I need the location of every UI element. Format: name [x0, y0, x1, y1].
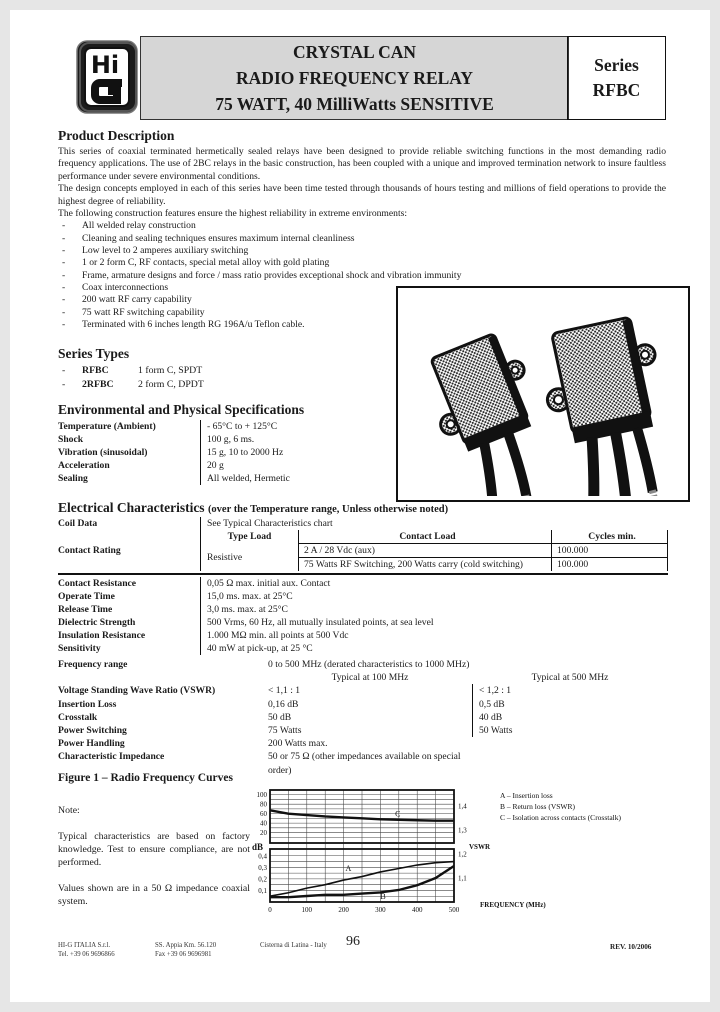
spec-row [58, 629, 668, 642]
col-header-cycles: Cycles min. [551, 530, 667, 544]
figure-note [58, 804, 250, 921]
spec-value: 40 mW at pick-up, at 25 °C [200, 642, 668, 655]
y-tick-vswr: 1,1 [458, 874, 467, 883]
frequency-row-label: Power Switching [58, 725, 127, 737]
db-axis-label: dB [252, 842, 264, 852]
bullet-dash: - [62, 281, 66, 293]
spec-row [58, 603, 668, 616]
contact-rating-table [201, 530, 668, 571]
x-tick: 0 [268, 906, 272, 914]
spec-label: Sensitivity [58, 643, 101, 654]
y-tick-loss: 0,4 [258, 852, 267, 861]
spec-value: 0,05 Ω max. initial aux. Contact [200, 577, 668, 590]
vswr-axis-label: VSWR [469, 843, 491, 851]
spec-label: Shock [58, 434, 84, 445]
y-tick-db: 100 [256, 791, 267, 800]
series-types-section [58, 346, 398, 391]
spec-row [58, 446, 398, 459]
series-label: Series [594, 55, 639, 75]
svg-text:Hi: Hi [90, 51, 120, 79]
frequency-row-label: Characteristic Impedance [58, 751, 165, 763]
x-tick: 400 [411, 906, 423, 914]
bullet-text: Terminated with 6 inches length RG 196A/u Teflon cable. [82, 318, 305, 330]
col-header-500mhz: Typical at 500 MHz [531, 672, 609, 684]
bullet-item [58, 257, 666, 269]
curve-label-A: A [345, 863, 352, 873]
y-tick-db: 60 [260, 810, 267, 819]
frequency-range-value: 0 to 500 MHz (derated characteristics to 1000 MHz) [268, 659, 470, 670]
note-paragraph: Values shown are in a 50 Ω impedance coaxial system. [58, 883, 250, 907]
company-name: HI-G ITALIA S.r.l. [58, 942, 111, 949]
environmental-section [58, 402, 398, 485]
spec-row [58, 420, 398, 433]
cycles-row2: 100.000 [551, 558, 667, 571]
y-tick-loss: 0,2 [258, 875, 267, 884]
bullet-text: Coax interconnections [82, 281, 169, 293]
bullet-dash: - [62, 318, 66, 330]
frequency-row-label: Voltage Standing Wave Ratio (VSWR) [58, 685, 216, 697]
description-paragraph: The design concepts employed in each of this series have been time tested through thousands of hours testing and millions of field operations to provide the highest degree of reliability. [58, 183, 666, 207]
series-type-item [58, 378, 398, 392]
note-paragraphs [58, 830, 250, 908]
bullet-text: Low level to 2 amperes auxiliary switching [82, 245, 249, 257]
contact-load-row2: 75 Watts RF Switching, 200 Watts carry (cold switching) [298, 558, 551, 571]
description-paragraph: This series of coaxial terminated hermetically sealed relays have been designed to provide reliable switching functions in the most demanding radio frequency applications. The use of 2BC relays in the basic construction, has been coupled with a unique and improved termination network to insure faultless performance under severe environmental conditions. [58, 146, 666, 182]
bullet-dash: - [62, 306, 66, 318]
bullet-text: Cleaning and sealing techniques ensures maximum internal cleanliness [82, 232, 355, 244]
spec-row [58, 472, 398, 485]
footer-city [260, 942, 327, 951]
cycles-row1: 100.000 [551, 544, 667, 558]
page-number: 96 [346, 934, 360, 949]
y-tick-vswr: 1,4 [458, 802, 467, 811]
revision-label: REV. 10/2006 [610, 943, 652, 951]
y-tick-vswr: 1,2 [458, 850, 467, 859]
value-at-500mhz: 40 dB [472, 711, 668, 724]
spec-value: 15 g, 10 to 2000 Hz [200, 446, 398, 459]
bullet-text: 75 watt RF switching capability [82, 306, 205, 318]
footer-address [155, 942, 216, 959]
legend-entry-A: A – Insertion loss [500, 791, 553, 800]
spec-label: Operate Time [58, 591, 115, 602]
coil-data-value: See Typical Characteristics chart [200, 517, 668, 530]
spec-value: 15,0 ms. max. at 25°C [200, 590, 668, 603]
company-tel: Tel. +39 06 9696866 [58, 950, 115, 958]
series-type-desc: 2 form C, DPDT [138, 378, 204, 390]
bullet-dash: - [62, 245, 66, 257]
table-divider [58, 573, 668, 575]
bullet-item [58, 220, 666, 232]
electrical-heading-note: (over the Temperature range, Unless otherwise noted) [207, 504, 449, 515]
series-types-list [58, 364, 398, 391]
product-description-heading: Product Description [58, 128, 175, 143]
company-city: Cisterna di Latina - Italy [260, 942, 327, 949]
bullet-text: 1 or 2 form C, RF contacts, special metal alloy with gold plating [82, 257, 330, 269]
value-at-500mhz: 0,5 dB [472, 698, 668, 711]
spec-row [58, 616, 668, 629]
x-axis-label: FREQUENCY (MHz) [480, 901, 546, 909]
value-at-500mhz [472, 750, 668, 776]
spec-label: Release Time [58, 604, 113, 615]
col-header-contact-load: Contact Load [298, 530, 551, 544]
bullet-text: All welded relay construction [82, 220, 196, 232]
bullet-text: 200 watt RF carry capability [82, 294, 192, 306]
rf-curves-chart [248, 782, 688, 925]
frequency-range-row [58, 658, 668, 671]
value-at-500mhz [472, 737, 668, 750]
type-load-value: Resistive [207, 552, 243, 563]
spec-value: All welded, Hermetic [200, 472, 398, 485]
series-types-heading: Series Types [58, 346, 130, 361]
contact-rating-label: Contact Rating [58, 545, 121, 556]
series-type-desc: 1 form C, SPDT [138, 365, 203, 376]
bullet-text: Frame, armature designs and force / mass ratio provides exceptional shock and vibration immunity [82, 269, 462, 281]
spec-label: Acceleration [58, 460, 110, 471]
value-at-100mhz: 75 Watts [268, 725, 302, 737]
title-line-1: CRYSTAL CAN [292, 42, 417, 62]
company-address: SS. Appia Km. 56.120 [155, 942, 217, 949]
electrical-table [58, 577, 668, 655]
description-paragraph: The following construction features ensure the highest reliability in extreme environments: [58, 208, 408, 220]
curve-label-C: C [395, 809, 401, 819]
bullet-dash: - [62, 365, 66, 376]
value-at-100mhz: 0,16 dB [268, 698, 299, 710]
product-photo [396, 286, 690, 502]
value-at-100mhz: 200 Watts max. [268, 738, 328, 750]
y-tick-loss: 0,1 [258, 886, 267, 895]
relay-right-illustration [534, 314, 684, 496]
spec-row [58, 459, 398, 472]
spec-label: Insulation Resistance [58, 630, 146, 641]
frequency-range-label: Frequency range [58, 659, 128, 670]
frequency-row [58, 711, 668, 724]
x-tick: 100 [301, 906, 313, 914]
footer-company [58, 942, 115, 959]
document-title [140, 36, 569, 120]
frequency-row-label: Insertion Loss [58, 698, 117, 710]
value-at-500mhz: 50 Watts [472, 724, 668, 737]
x-tick: 300 [375, 906, 386, 914]
spec-label: Contact Resistance [58, 578, 137, 589]
spec-row [58, 577, 668, 590]
frequency-table [58, 684, 668, 776]
environmental-table [58, 420, 398, 485]
spec-row [58, 590, 668, 603]
spec-label: Dielectric Strength [58, 617, 136, 628]
spec-label: Vibration (sinusoidal) [58, 447, 148, 458]
value-at-100mhz: < 1,1 : 1 [268, 685, 301, 697]
bullet-dash: - [62, 294, 66, 306]
title-line-3: 75 WATT, 40 MilliWatts SENSITIVE [215, 94, 494, 114]
legend-entry-C: C – Isolation across contacts (Crosstalk) [500, 813, 622, 822]
contact-load-row1: 2 A / 28 Vdc (aux) [298, 544, 551, 558]
value-at-100mhz: 50 or 75 Ω (other impedances available on special order) [268, 751, 461, 776]
contact-rating-block [58, 530, 668, 571]
title-line-2: RADIO FREQUENCY RELAY [236, 68, 473, 88]
spec-row [58, 433, 398, 446]
product-description-paragraphs [58, 146, 666, 220]
bullet-item [58, 245, 666, 257]
spec-value: 1.000 MΩ min. all points at 500 Vdc [200, 629, 668, 642]
company-fax: Fax +39 06 9696981 [155, 950, 212, 958]
series-type-item [58, 364, 398, 378]
spec-value: 100 g, 6 ms. [200, 433, 398, 446]
frequency-header-row [58, 671, 668, 684]
electrical-section [58, 500, 668, 655]
environmental-heading: Environmental and Physical Specifications [58, 402, 305, 417]
frequency-row-label: Power Handling [58, 738, 125, 750]
series-type-name: RFBC [82, 365, 109, 376]
legend-entry-B: B – Return loss (VSWR) [500, 802, 575, 811]
y-tick-loss: 0,3 [258, 863, 267, 872]
x-tick: 200 [338, 906, 349, 914]
bullet-dash: - [62, 257, 66, 269]
y-tick-db: 20 [260, 829, 267, 838]
series-value: RFBC [592, 80, 641, 100]
spec-row [58, 642, 668, 655]
coil-data-label: Coil Data [58, 518, 98, 529]
frequency-row [58, 698, 668, 711]
note-paragraph: Typical characteristics are based on factory knowledge. Test to ensure compliance, are not performed. [58, 831, 250, 868]
col-header-type-load: Type Load [227, 531, 272, 542]
note-label: Note: [58, 805, 80, 816]
spec-value: 3,0 ms. max. at 25°C [200, 603, 668, 616]
spec-label: Sealing [58, 473, 88, 484]
frequency-row-label: Crosstalk [58, 711, 98, 723]
y-tick-db: 80 [260, 800, 267, 809]
col-header-100mhz: Typical at 100 MHz [331, 672, 409, 684]
electrical-heading-text: Electrical Characteristics [58, 500, 205, 515]
value-at-500mhz: < 1,2 : 1 [472, 684, 668, 697]
y-tick-vswr: 1,3 [458, 826, 467, 835]
bullet-dash: - [62, 220, 66, 232]
bullet-dash: - [62, 232, 66, 244]
bullet-dash: - [62, 378, 66, 390]
frequency-row [58, 684, 668, 697]
frequency-section [58, 658, 668, 777]
frequency-row [58, 737, 668, 750]
coil-data-row [58, 517, 668, 530]
bullet-item [58, 270, 666, 282]
figure-heading: Figure 1 – Radio Frequency Curves [58, 772, 233, 784]
y-tick-db: 40 [260, 819, 267, 828]
spec-value: 500 Vrms, 60 Hz, all mutually insulated points, at sea level [200, 616, 668, 629]
curve-label-B: B [380, 892, 386, 902]
electrical-heading [58, 500, 668, 516]
bullet-dash: - [62, 269, 66, 281]
bullet-item [58, 233, 666, 245]
spec-value: - 65°C to + 125°C [200, 420, 398, 433]
spec-value: 20 g [200, 459, 398, 472]
hig-logo-icon [76, 40, 138, 114]
x-tick: 500 [448, 906, 460, 914]
series-type-name: 2RFBC [82, 378, 114, 390]
page-footer [58, 936, 668, 966]
series-badge [567, 36, 666, 120]
value-at-100mhz: 50 dB [268, 711, 292, 723]
spec-label: Temperature (Ambient) [58, 421, 156, 432]
frequency-row [58, 724, 668, 737]
